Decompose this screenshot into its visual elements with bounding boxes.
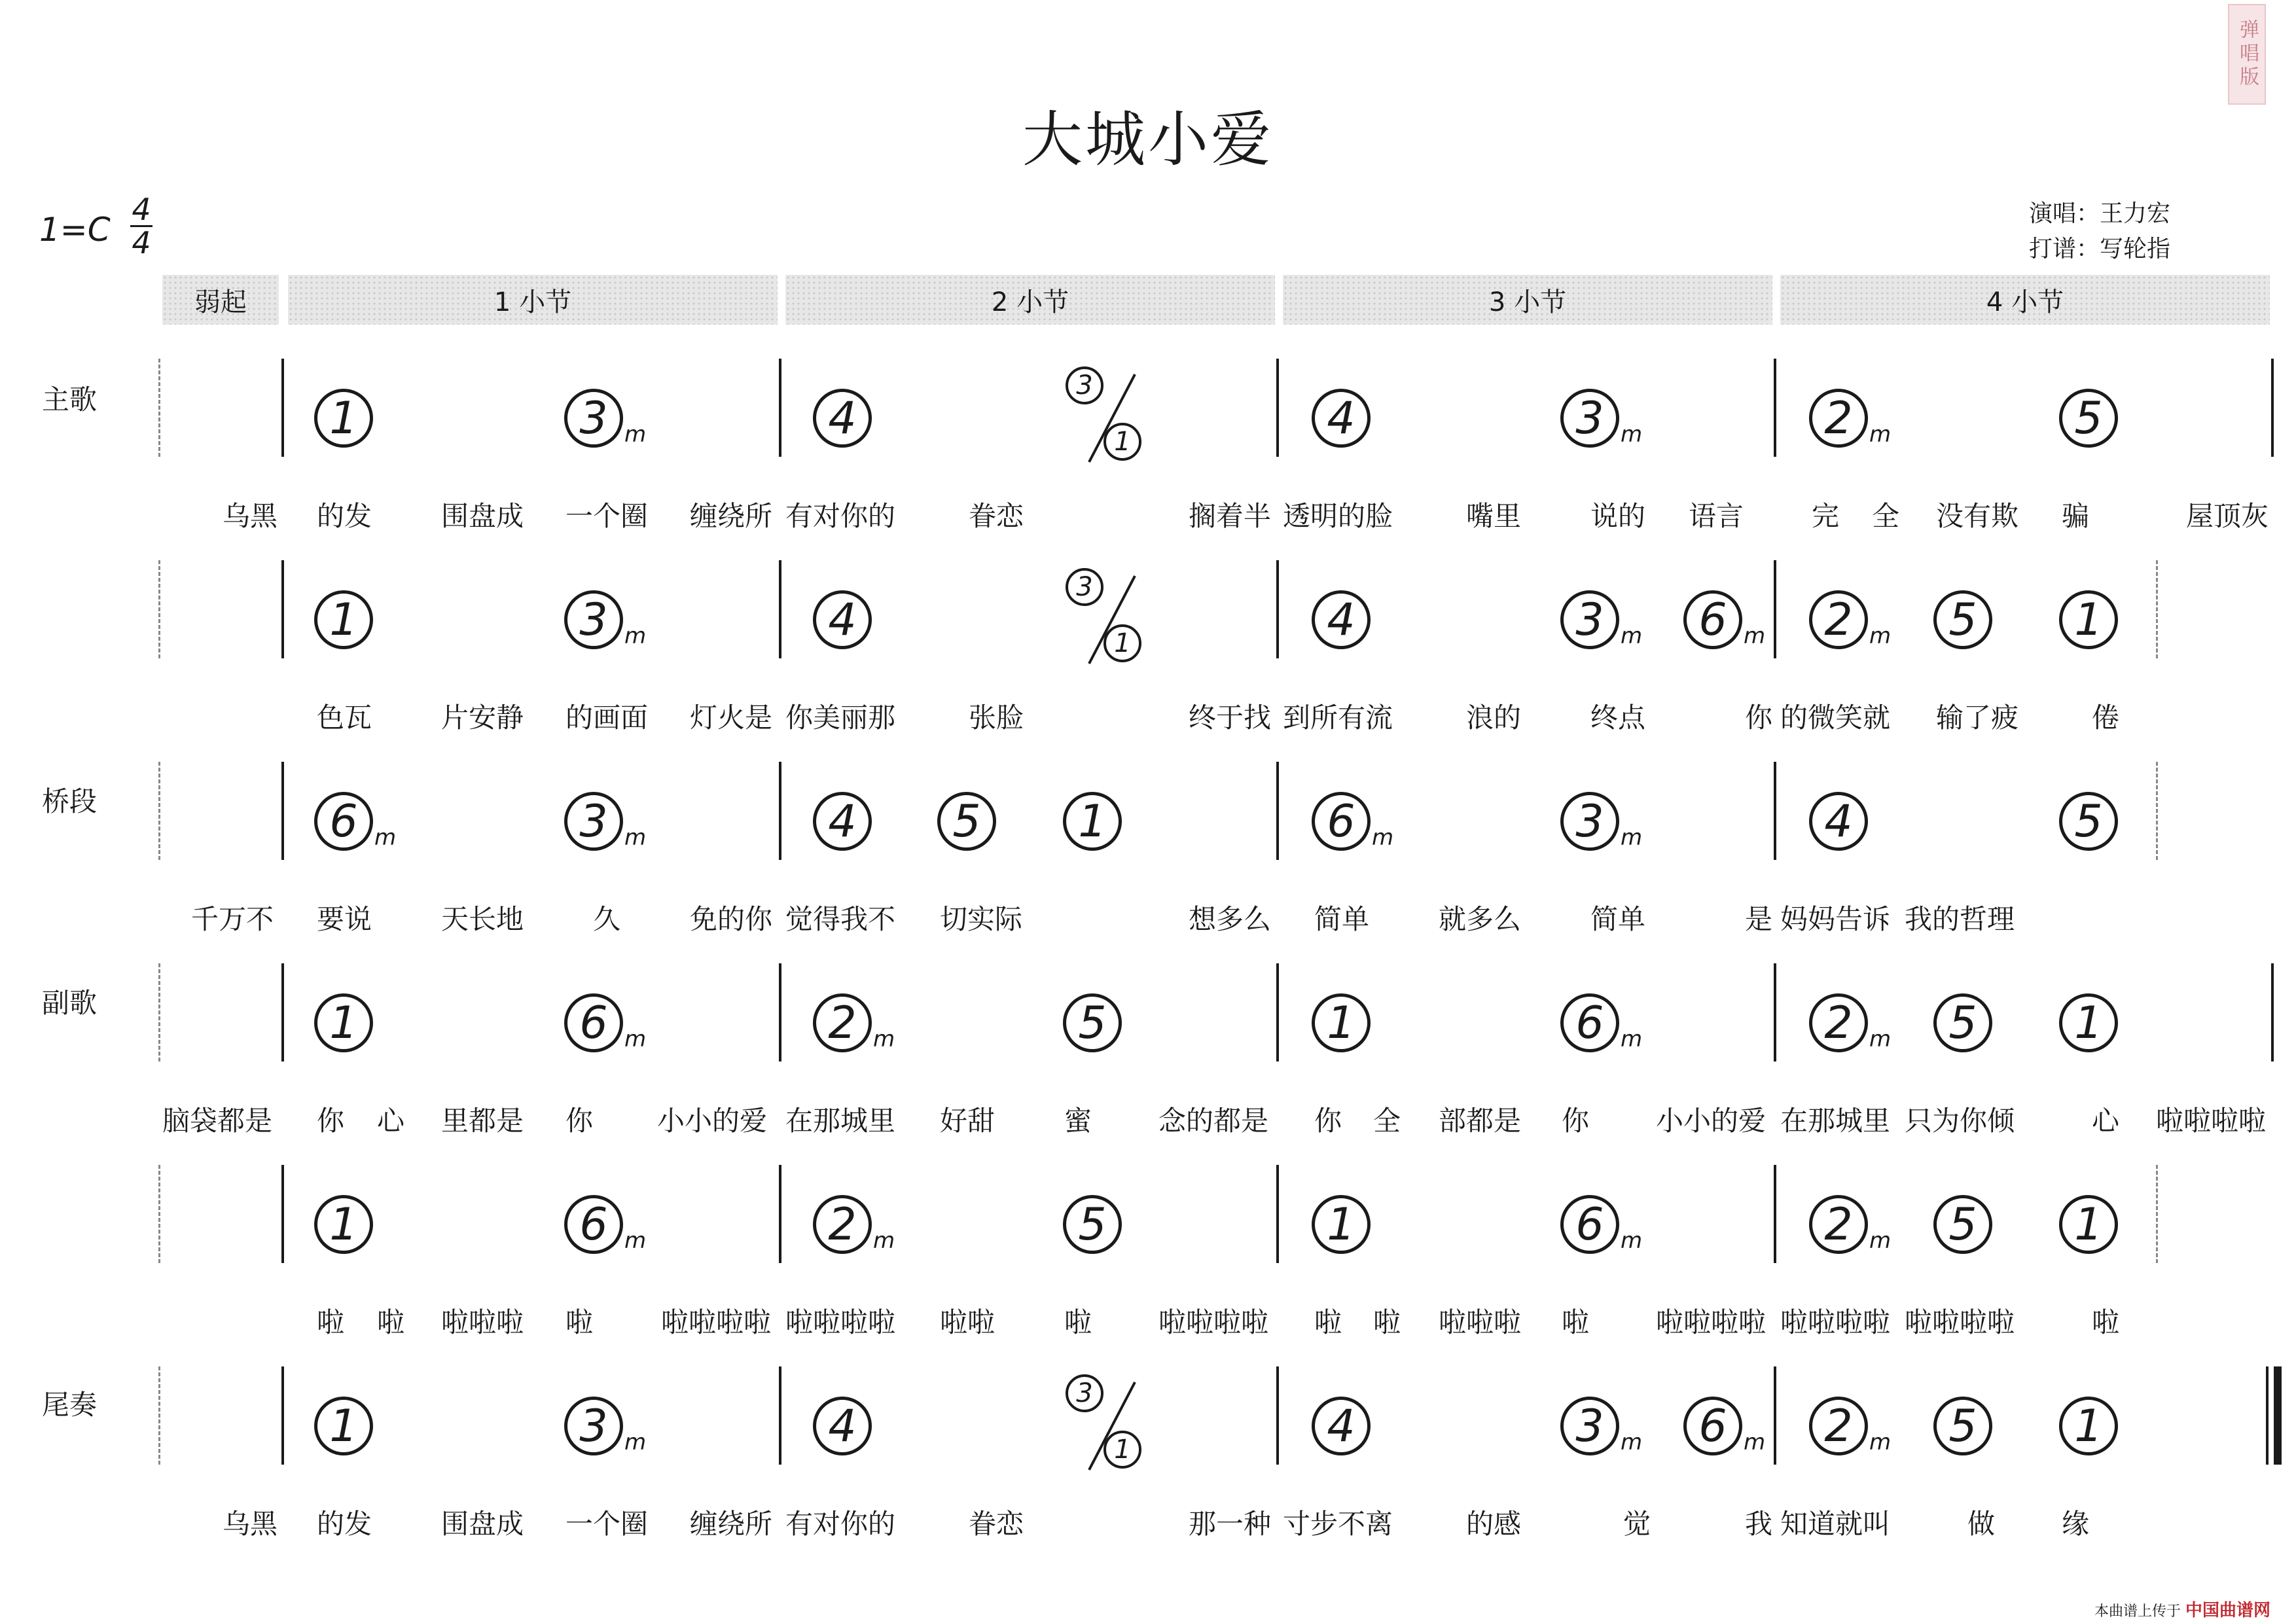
chord-symbol: 2 (1809, 1397, 1868, 1455)
chord-symbol: 3 (564, 590, 623, 649)
chord-symbol: 5 (1933, 590, 1992, 649)
lyric-text: 里都是 (441, 1105, 524, 1137)
lyric-text: 啦 (565, 1306, 594, 1338)
lyric-text: 说的 (1590, 500, 1646, 532)
lyric-text: 久 (593, 903, 621, 935)
chord-minor-mark: m (1621, 623, 1643, 649)
lyric-text: 你 (317, 1105, 345, 1137)
chord-minor-mark: m (1744, 1429, 1766, 1455)
chord-symbol: 6 (1560, 993, 1619, 1052)
chord-symbol: 1 (2059, 1397, 2118, 1455)
lyric-text: 只为你倾 (1905, 1105, 2015, 1137)
lyric-text: 围盘成 (441, 500, 524, 532)
lyric-text: 那一种 (1189, 1508, 1272, 1540)
lyric-text: 你 (1314, 1105, 1342, 1137)
barline (281, 1366, 284, 1465)
chord-minor-mark: m (1621, 1228, 1643, 1254)
slash-chord (1063, 1377, 1161, 1475)
barline (1774, 963, 1776, 1061)
row-end-dashline (2156, 560, 2158, 658)
key-signature: 1=C (39, 211, 111, 249)
barline (1774, 560, 1776, 658)
chord-minor-mark: m (1621, 1026, 1643, 1052)
chord-symbol: 5 (1933, 1397, 1992, 1455)
chord-symbol: 2 (1809, 389, 1868, 448)
barline (1276, 359, 1279, 457)
chord-symbol: 5 (937, 792, 996, 851)
lyric-text: 啦啦 (940, 1306, 996, 1338)
pickup-barline (158, 359, 160, 457)
transcriber-name: 写轮指 (2100, 236, 2171, 262)
chord-minor-mark: m (1869, 623, 1892, 649)
lyric-text: 好甜 (940, 1105, 996, 1137)
section-label-verse: 主歌 (42, 383, 98, 416)
lyric-text: 我 (1745, 1508, 1773, 1540)
lyric-text: 的发 (317, 500, 372, 532)
header-pickup: 弱起 (162, 275, 279, 325)
lyric-text: 乌黑 (223, 500, 278, 532)
final-barline-thick (2274, 1366, 2282, 1465)
lyric-text: 心 (2092, 1105, 2120, 1137)
chord-symbol: 1 (1312, 1195, 1371, 1254)
final-barline-thin (2266, 1366, 2269, 1465)
lyric-text: 眷恋 (969, 500, 1024, 532)
lyric-text: 缠绕所 (690, 1508, 773, 1540)
chord-symbol: 4 (1312, 389, 1371, 448)
chord-symbol: 1 (314, 1195, 373, 1254)
credits (2029, 196, 2170, 267)
lyric-text: 就多么 (1439, 903, 1522, 935)
lyric-text: 念的都是 (1158, 1105, 1269, 1137)
lyric-text: 全 (1872, 500, 1900, 532)
chord-symbol: 4 (1312, 590, 1371, 649)
barline (779, 963, 781, 1061)
chord-symbol: 1 (1063, 792, 1122, 851)
barline (2271, 359, 2274, 457)
barline (779, 1366, 781, 1465)
lyric-text: 张脸 (969, 702, 1024, 734)
header-measure-3: 3 小节 (1283, 275, 1772, 325)
chord-symbol: 5 (1933, 993, 1992, 1052)
lyric-text: 啦啦啦啦 (1656, 1306, 1767, 1338)
slash-chord-lower: 1 (1103, 624, 1141, 662)
lyric-text: 啦啦啦啦 (661, 1306, 772, 1338)
lyric-text: 终点 (1590, 702, 1646, 734)
section-label-bridge: 桥段 (42, 785, 98, 817)
lyric-text: 屋顶灰 (2186, 500, 2269, 532)
lyric-text: 知道就叫 (1780, 1508, 1891, 1540)
lyric-text: 浪的 (1466, 702, 1522, 734)
chord-symbol: 3 (1560, 792, 1619, 851)
lyric-text: 语言 (1689, 500, 1744, 532)
lyric-text: 啦 (1314, 1306, 1342, 1338)
chord-minor-mark: m (873, 1228, 895, 1254)
slash-chord (1063, 571, 1161, 669)
lyric-text: 我的哲理 (1905, 903, 2015, 935)
slash-chord-upper: 3 (1066, 568, 1103, 606)
time-signature (128, 192, 154, 260)
barline (1276, 560, 1279, 658)
lyric-text: 啦啦啦啦 (1158, 1306, 1269, 1338)
chord-minor-mark: m (624, 1026, 647, 1052)
chord-minor-mark: m (624, 1429, 647, 1455)
barline (281, 762, 284, 860)
lyric-text: 啦啦啦 (441, 1306, 524, 1338)
chord-symbol: 4 (813, 590, 872, 649)
chord-minor-mark: m (1869, 1429, 1892, 1455)
chord-symbol: 2 (1809, 993, 1868, 1052)
section-label-outro: 尾奏 (42, 1389, 98, 1421)
version-tag: 弹唱版 (2228, 4, 2266, 105)
chord-minor-mark: m (1869, 421, 1892, 448)
lyric-text: 觉 (1623, 1508, 1651, 1540)
barline (281, 560, 284, 658)
slash-chord-upper: 3 (1066, 366, 1103, 404)
lyric-text: 啦啦啦啦 (2156, 1105, 2267, 1137)
lyric-text: 完 (1812, 500, 1840, 532)
slash-chord-upper: 3 (1066, 1374, 1103, 1412)
barline (779, 560, 781, 658)
lyric-text: 觉得我不 (785, 903, 896, 935)
barline (1276, 1366, 1279, 1465)
chord-symbol: 2 (813, 993, 872, 1052)
chord-minor-mark: m (1621, 825, 1643, 851)
chord-symbol: 4 (813, 792, 872, 851)
chord-symbol: 6 (1683, 1397, 1742, 1455)
chord-symbol: 1 (2059, 1195, 2118, 1254)
lyric-text: 你 (1562, 1105, 1590, 1137)
chord-symbol: 6 (1312, 792, 1371, 851)
lyric-text: 啦 (1373, 1306, 1401, 1338)
lyric-text: 小小的爱 (657, 1105, 768, 1137)
barline (281, 963, 284, 1061)
chord-minor-mark: m (374, 825, 397, 851)
barline (1276, 1165, 1279, 1263)
row-end-dashline (2156, 762, 2158, 860)
footer-text: 本曲谱上传于 (2094, 1603, 2181, 1620)
chord-symbol: 1 (1312, 993, 1371, 1052)
lyric-text: 啦啦啦啦 (1780, 1306, 1891, 1338)
lyric-text: 免的你 (690, 903, 773, 935)
chord-symbol: 4 (1809, 792, 1868, 851)
lyric-text: 是 (1745, 903, 1773, 935)
lyric-text: 搁着半 (1189, 500, 1272, 532)
lyric-text: 啦 (2092, 1306, 2120, 1338)
lyric-text: 的发 (317, 1508, 372, 1540)
pickup-barline (158, 560, 160, 658)
lyric-text: 到所有流 (1283, 702, 1393, 734)
pickup-barline (158, 1366, 160, 1465)
chord-symbol: 2 (813, 1195, 872, 1254)
lyric-text: 啦 (1562, 1306, 1590, 1338)
lyric-text: 一个圈 (565, 1508, 649, 1540)
singer-label: 演唱： (2029, 200, 2100, 227)
chord-symbol: 2 (1809, 1195, 1868, 1254)
chord-minor-mark: m (873, 1026, 895, 1052)
chord-minor-mark: m (624, 1228, 647, 1254)
chord-symbol: 1 (2059, 590, 2118, 649)
lyric-text: 有对你的 (785, 1508, 896, 1540)
chord-symbol: 2 (1809, 590, 1868, 649)
lyric-text: 的画面 (565, 702, 649, 734)
lyric-text: 缠绕所 (690, 500, 773, 532)
barline (281, 359, 284, 457)
lyric-text: 灯火是 (690, 702, 773, 734)
footer (2094, 1597, 2270, 1621)
chord-minor-mark: m (624, 623, 647, 649)
lyric-text: 没有欺 (1936, 500, 2019, 532)
lyric-text: 的微笑就 (1780, 702, 1891, 734)
chord-symbol: 4 (1312, 1397, 1371, 1455)
barline (1774, 762, 1776, 860)
lyric-text: 倦 (2092, 702, 2120, 734)
section-label-chorus: 副歌 (42, 987, 98, 1019)
chord-symbol: 5 (1063, 993, 1122, 1052)
lyric-text: 嘴里 (1466, 500, 1522, 532)
chord-symbol: 1 (314, 1397, 373, 1455)
chord-symbol: 3 (564, 389, 623, 448)
chord-symbol: 5 (2059, 792, 2118, 851)
barline (779, 359, 781, 457)
lyric-text: 你美丽那 (785, 702, 896, 734)
lyric-text: 乌黑 (223, 1508, 278, 1540)
pickup-barline (158, 963, 160, 1061)
chord-symbol: 1 (314, 993, 373, 1052)
lyric-text: 有对你的 (785, 500, 896, 532)
lyric-text: 你 (1745, 702, 1773, 734)
chord-symbol: 5 (1063, 1195, 1122, 1254)
chord-minor-mark: m (1621, 1429, 1643, 1455)
lyric-text: 啦啦啦 (1439, 1306, 1522, 1338)
lyric-text: 要说 (317, 903, 372, 935)
lyric-text: 终于找 (1189, 702, 1272, 734)
lyric-text: 在那城里 (785, 1105, 896, 1137)
singer-name: 王力宏 (2100, 200, 2171, 227)
chord-symbol: 3 (1560, 1397, 1619, 1455)
chord-symbol: 6 (314, 792, 373, 851)
barline (779, 762, 781, 860)
lyric-text: 片安静 (441, 702, 524, 734)
header-measure-2: 2 小节 (785, 275, 1275, 325)
lyric-text: 寸步不离 (1283, 1508, 1393, 1540)
lyric-text: 啦 (377, 1306, 405, 1338)
barline (1774, 359, 1776, 457)
lyric-text: 输了疲 (1936, 702, 2019, 734)
barline (281, 1165, 284, 1263)
chord-symbol: 3 (1560, 389, 1619, 448)
footer-brand: 中国曲谱网 (2185, 1601, 2271, 1620)
chord-symbol: 4 (813, 389, 872, 448)
row-end-dashline (2156, 1165, 2158, 1263)
barline (1774, 1165, 1776, 1263)
chord-symbol: 6 (564, 1195, 623, 1254)
lyric-text: 啦 (1064, 1306, 1092, 1338)
time-signature-top: 4 (132, 192, 151, 227)
lyric-text: 部都是 (1439, 1105, 1522, 1137)
barline (1276, 963, 1279, 1061)
lyric-text: 你 (565, 1105, 594, 1137)
lyric-text: 妈妈告诉 (1780, 903, 1891, 935)
barline (2271, 963, 2274, 1061)
chord-symbol: 6 (1560, 1195, 1619, 1254)
lyric-text: 的感 (1466, 1508, 1522, 1540)
lyric-text: 啦 (317, 1306, 345, 1338)
lyric-text: 啦啦啦啦 (785, 1306, 896, 1338)
chord-symbol: 1 (314, 590, 373, 649)
lyric-text: 骗 (2062, 500, 2090, 532)
header-measure-4: 4 小节 (1780, 275, 2270, 325)
lyric-text: 简单 (1590, 903, 1646, 935)
lyric-text: 心 (377, 1105, 405, 1137)
chord-symbol: 3 (564, 1397, 623, 1455)
chord-symbol: 3 (564, 792, 623, 851)
pickup-barline (158, 1165, 160, 1263)
lyric-text: 小小的爱 (1656, 1105, 1767, 1137)
lyric-text: 色瓦 (317, 702, 372, 734)
lyric-text: 在那城里 (1780, 1105, 1891, 1137)
slash-chord (1063, 369, 1161, 467)
page-title: 大城小爱 (1022, 105, 1274, 175)
lyric-text: 做 (1967, 1508, 1996, 1540)
lyric-text: 缘 (2062, 1508, 2090, 1540)
transcriber-label: 打谱： (2029, 236, 2100, 262)
lyric-text: 围盘成 (441, 1508, 524, 1540)
lyric-text: 天长地 (441, 903, 524, 935)
chord-minor-mark: m (1869, 1026, 1892, 1052)
chord-symbol: 1 (314, 389, 373, 448)
slash-chord-lower: 1 (1103, 423, 1141, 461)
chord-symbol: 4 (813, 1397, 872, 1455)
lyric-text: 啦啦啦啦 (1905, 1306, 2015, 1338)
lyric-text: 想多么 (1189, 903, 1272, 935)
lyric-text: 脑袋都是 (162, 1105, 273, 1137)
chord-minor-mark: m (1744, 623, 1766, 649)
chord-minor-mark: m (624, 825, 647, 851)
header-measure-1: 1 小节 (288, 275, 778, 325)
time-signature-bottom: 4 (132, 225, 151, 260)
chord-symbol: 6 (1683, 590, 1742, 649)
lyric-text: 简单 (1314, 903, 1370, 935)
chord-symbol: 1 (2059, 993, 2118, 1052)
lyric-text: 眷恋 (969, 1508, 1024, 1540)
lyric-text: 透明的脸 (1283, 500, 1393, 532)
lyric-text: 切实际 (940, 903, 1023, 935)
barline (779, 1165, 781, 1263)
chord-minor-mark: m (624, 421, 647, 448)
chord-symbol: 3 (1560, 590, 1619, 649)
chord-symbol: 6 (564, 993, 623, 1052)
barline (1774, 1366, 1776, 1465)
slash-chord-lower: 1 (1103, 1431, 1141, 1469)
pickup-barline (158, 762, 160, 860)
chord-minor-mark: m (1372, 825, 1394, 851)
chord-minor-mark: m (1621, 421, 1643, 448)
lyric-text: 一个圈 (565, 500, 649, 532)
lyric-text: 全 (1373, 1105, 1401, 1137)
chord-symbol: 5 (1933, 1195, 1992, 1254)
lyric-text: 蜜 (1064, 1105, 1092, 1137)
lyric-text: 千万不 (191, 903, 274, 935)
barline (1276, 762, 1279, 860)
chord-minor-mark: m (1869, 1228, 1892, 1254)
chord-symbol: 5 (2059, 389, 2118, 448)
